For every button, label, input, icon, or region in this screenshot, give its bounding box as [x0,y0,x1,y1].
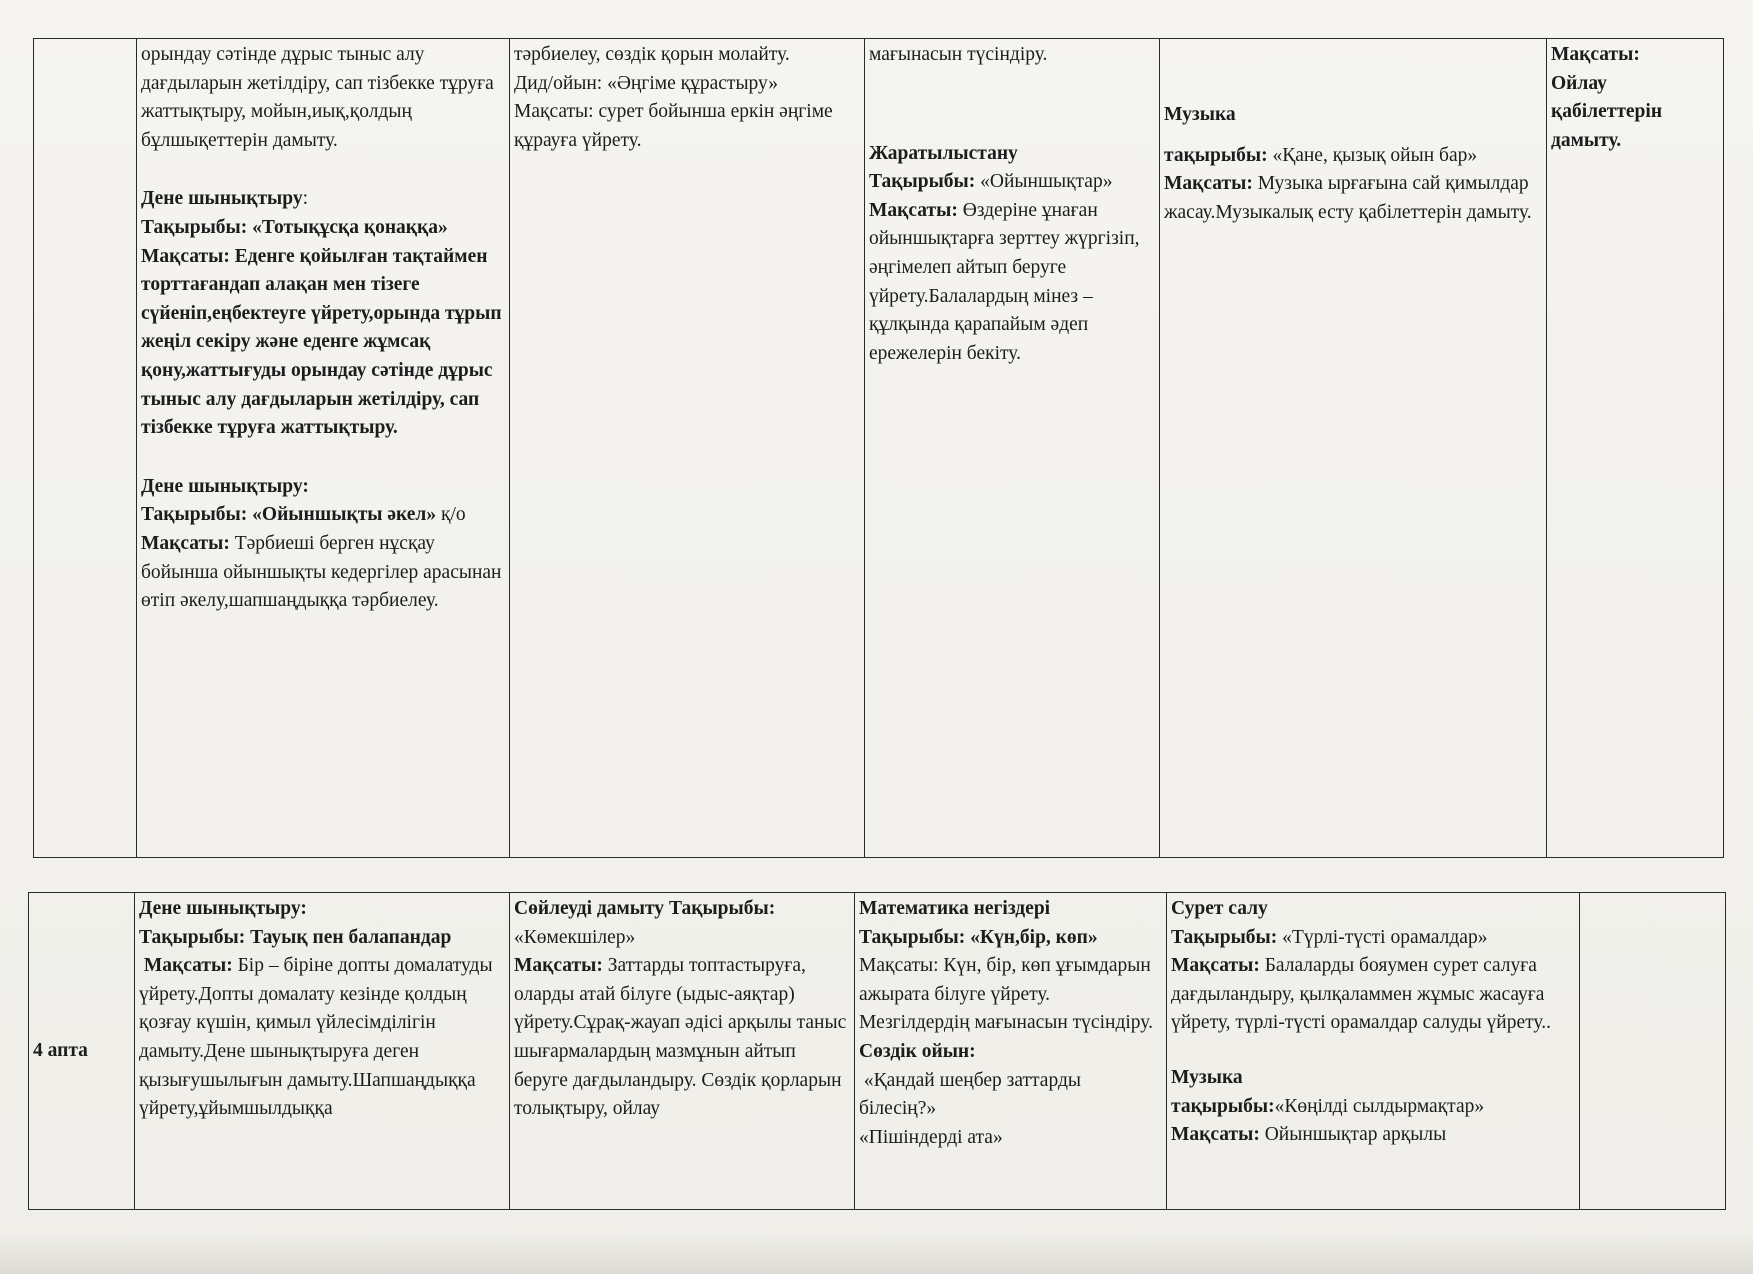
game-label: Сөздік ойын: [859,1040,976,1062]
monday-cell [135,893,510,1210]
music-topic-value: «Көңілді сылдырмақтар» [1274,1095,1485,1117]
tuesday-cell [510,39,865,858]
wednesday-cell [865,39,1160,858]
goal-value: Балаларды бояумен сурет салуға дағдыландыру, қылқаламмен жұмыс жасауға үйрету, түрлі-түсті орамалдар салуды үйрету.. [1171,955,1551,1034]
goal-label: Мақсаты: [514,955,603,977]
goal-value: Музыка ырғағына сай қимылдар жасау.Музыкалық есту қабілеттерін дамыту. [1164,173,1532,223]
table-row [29,893,1726,1210]
topic-label: Тақырыбы: [141,504,248,526]
friday-cell [1580,893,1726,1210]
goal-label: Мақсаты: [514,101,594,123]
plan-table-bottom [28,892,1726,1210]
week-label: 4 апта [33,1039,88,1061]
topic-label: Тақырыбы: [1171,926,1278,948]
goal-value: Тәрбиеші берген нұсқау бойынша ойыншықты кедергілер арасынан өтіп әкелу,шапшаңдыққа тәрбиелеу. [141,532,502,612]
wednesday-cell [855,893,1167,1210]
activity-title: Дене шынықтыру: [139,898,307,919]
music-topic-label: тақырыбы: [1171,1095,1275,1117]
activity-title: Дене шынықтыру: [141,475,309,497]
topic-label: Тақырыбы: [668,898,776,919]
topic-label: Тақырыбы: [141,216,248,238]
topic-value: «Түрлі-түсті орамалдар» [1282,926,1488,948]
thursday-cell [1160,39,1547,858]
topic-suffix: қ/о [441,504,466,526]
topic-label: Тақырыбы: [869,171,976,193]
topic-value: «Көмекшілер» [514,926,636,948]
goal-label: Мақсаты: [141,245,230,267]
monday-cell: орындау сәтінде дұрыс тыныс алу дағдыларын жетілдіру, сап тізбекке тұруға жаттықтыру, мойын,иық,қолдың бұлшықеттерін дамыту. Дене шынықтыру: Тақырыбы: «Тотықұсқа қонаққа» Мақсаты: Еденге қойылған тақтаймен торттағандап алақан мен тізеге сүйеніп,еңбектеуге үйрету,орында тұрып жеңіл секіру және еденге жұмсақ қону,жаттығуды орындау сәтінде дұрыс тыныс алу дағдыларын жетілдіру, сап тізбекке тұруға жаттықтыру. Дене шынықтыру: Тақырыбы: «Ойыншықты әкел» қ/о Мақсаты: Тәрбиеші берген нұсқау бойынша ойыншықты кедергілер арасынан өтіп әкелу,шапшаңдыққа тәрбиелеу. [137,39,510,858]
activity-title: Математика негіздері [859,898,1051,919]
goal-value: Ойлау қабілеттерін дамыту. [1551,72,1663,151]
cell-text: мағынасын түсіндіру. [869,44,1048,65]
plan-table-top [33,38,1724,858]
goal-label: Мақсаты: [1551,44,1640,65]
goal-value: сурет бойынша еркін әңгіме құрауға үйрету. [514,101,833,151]
goal-value: Заттарды топтастыруға, оларды атай білуге (ыдыс-аяқтар) үйрету.Сұрақ-жауап әдісі арқылы таныс шығармалардың мазмұнын айтып беруге дағдыландыру. Сөздік қорларын толықтыру, ойлау [514,955,847,1120]
music-goal-label: Мақсаты: [1171,1124,1260,1146]
game-value: «Әңгіме құрастыру» [607,72,779,94]
activity-title: Музыка [1164,104,1236,125]
tuesday-cell [510,893,855,1210]
cell-text: орындау сәтінде дұрыс тыныс алу дағдыларын жетілдіру, сап тізбекке тұруға жаттықтыру, мойын,иық,қолдың бұлшықеттерін дамыту. [141,44,494,151]
cell-text: тәрбиелеу, сөздік қорын молайту. [514,44,790,65]
topic-label: Тақырыбы: [859,926,966,948]
goal-label: Мақсаты: [1171,955,1260,977]
topic-value: «Күн,бір, көп» [970,926,1098,948]
topic-label: Тақырыбы: [139,926,246,948]
activity-title: Жаратылыстану [869,142,1018,164]
goal-label: Мақсаты: [869,199,958,221]
game-label: Дид/ойын: [514,72,603,94]
topic-value: «Қане, қызық ойын бар» [1272,144,1478,166]
music-goal-value: Ойыншықтар арқылы [1264,1124,1447,1146]
activity-title: Дене шынықтыру [141,188,303,210]
topic-value: «Ойыншықтар» [980,171,1113,193]
goal-text: Мақсаты: Күн, бір, көп ұғымдарын ажырата білуге үйрету. Мезгілдердің мағынасын түсіндіру. [859,955,1153,1034]
game-value: «Қандай шеңбер заттарды білесің?» [859,1069,1081,1120]
goal-value: Еденге қойылған тақтаймен торттағандап алақан мен тізеге сүйеніп,еңбектеуге үйрету,орында тұрып жеңіл секіру және еденге жұмсақ қону,жаттығуды орындау сәтінде дұрыс тыныс алу дағдыларын жетілдіру, сап тізбекке тұруға жаттықтыру. [141,245,502,439]
topic-label: тақырыбы: [1164,144,1268,166]
week-cell [34,39,137,858]
game-value-2: «Пішіндерді ата» [859,1126,1003,1148]
music-title: Музыка [1171,1066,1243,1088]
table-row [34,39,1724,858]
activity-title: Сөйлеуді дамыту [514,898,665,919]
goal-value: Өздеріне ұнаған ойыншықтарға зерттеу жүргізіп, әңгімелеп айтып беруге үйрету.Балалардың мінез – құлқында қарапайым әдеп ережелерін бекіту. [869,199,1140,364]
week-cell [29,893,135,1210]
goal-label: Мақсаты: [141,532,230,554]
goal-label: Мақсаты: [1164,173,1253,195]
activity-title: Сурет салу [1171,898,1268,919]
scan-shadow [0,1234,1753,1274]
friday-cell [1547,39,1724,858]
topic-value: «Ойыншықты әкел» [252,504,437,526]
topic-value: Тауық пен балапандар [250,926,452,948]
topic-value: «Тотықұсқа қонаққа» [252,216,448,238]
goal-label: Мақсаты: [143,955,233,977]
goal-value: Бір – біріне допты домалатуды үйрету.Допты домалату кезінде қолдың қозғау күшін, қимыл үйлесімділігін дамыту.Дене шынықтыруға деген қызығушылығын дамыту.Шапшаңдыққа үйрету,ұйымшылдыққа [139,955,493,1120]
thursday-cell [1167,893,1580,1210]
